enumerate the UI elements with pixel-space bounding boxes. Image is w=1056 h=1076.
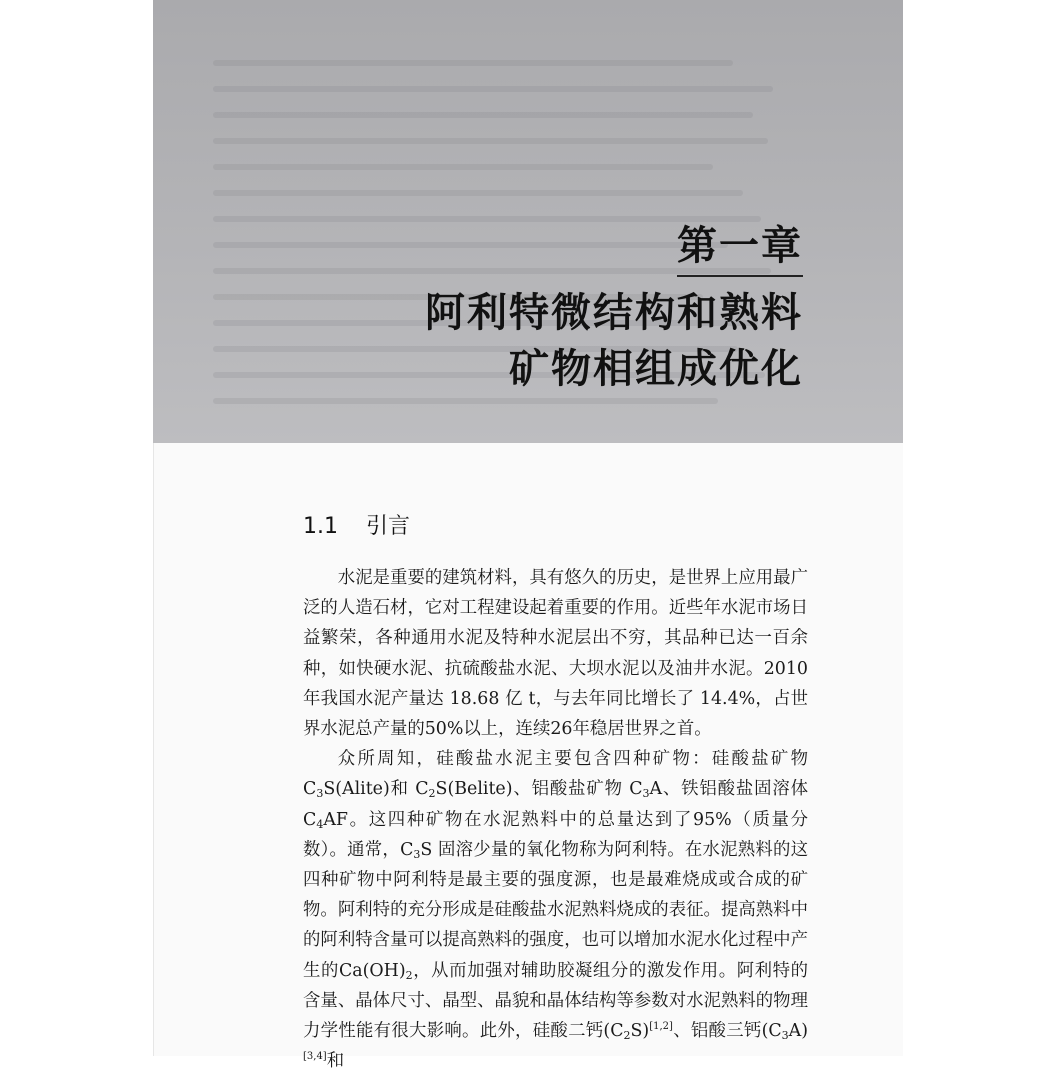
section-title: 引言 [366,514,411,539]
body-text [303,563,808,1076]
book-page [153,0,903,1072]
chapter-label: 第一章 [677,214,803,277]
chapter-title [425,285,803,397]
paragraph-2: 众所周知，硅酸盐水泥主要包含四种矿物：硅酸盐矿物 $C_3S(Alite)$和 $C_2S(Belite)$、铝酸盐矿物 $C_3A$、铁铝酸盐固溶体 $C_4AF$。这四种矿物在水泥熟料中的总量达到了95%（质量分数）。通常，$C_3S$ 固溶少量的氧化物称为阿利特。在水泥熟料的这四种矿物中阿利特是最主要的强度源，也是最难烧成或合成的矿物。阿利特的充分形成是硅酸盐水泥熟料烧成的表征。提高熟料中的阿利特含量可以提高熟料的强度，也可以增加水泥水化过程中产生的$Ca(OH)_2$，从而加强对辅助胶凝组分的激发作用。阿利特的含量、晶体尺寸、晶型、晶貌和晶体结构等参数对水泥熟料的物理力学性能有很大影响。此外，硅酸二钙$(C_2S)[1,2]$、铝酸三钙$(C_3A)[3,4]$和 [303,749,809,1072]
citation-ref-1: [1,2] [649,1021,673,1033]
paragraph-1: 水泥是重要的建筑材料，具有悠久的历史，是世界上应用最广泛的人造石材，它对工程建设起着重要的作用。近些年水泥市场日益繁荣，各种通用水泥及特种水泥层出不穷，其品种已达一百余种，如快硬水泥、抗硫酸盐水泥、大坝水泥以及油井水泥。2010年我国水泥产量达 18.68 亿 t，与去年同比增长了 14.4%，占世界水泥总产量的50%以上，连续26年稳居世界之首。 [303,568,808,740]
section-number: 1.1 [303,514,338,539]
chapter-title-line-2: 矿物相组成优化 [509,346,803,392]
section-heading [303,509,410,540]
chapter-title-line-1: 阿利特微结构和熟料 [425,290,803,336]
chapter-header-band [153,0,903,443]
citation-ref-2: [3,4] [303,1051,327,1063]
